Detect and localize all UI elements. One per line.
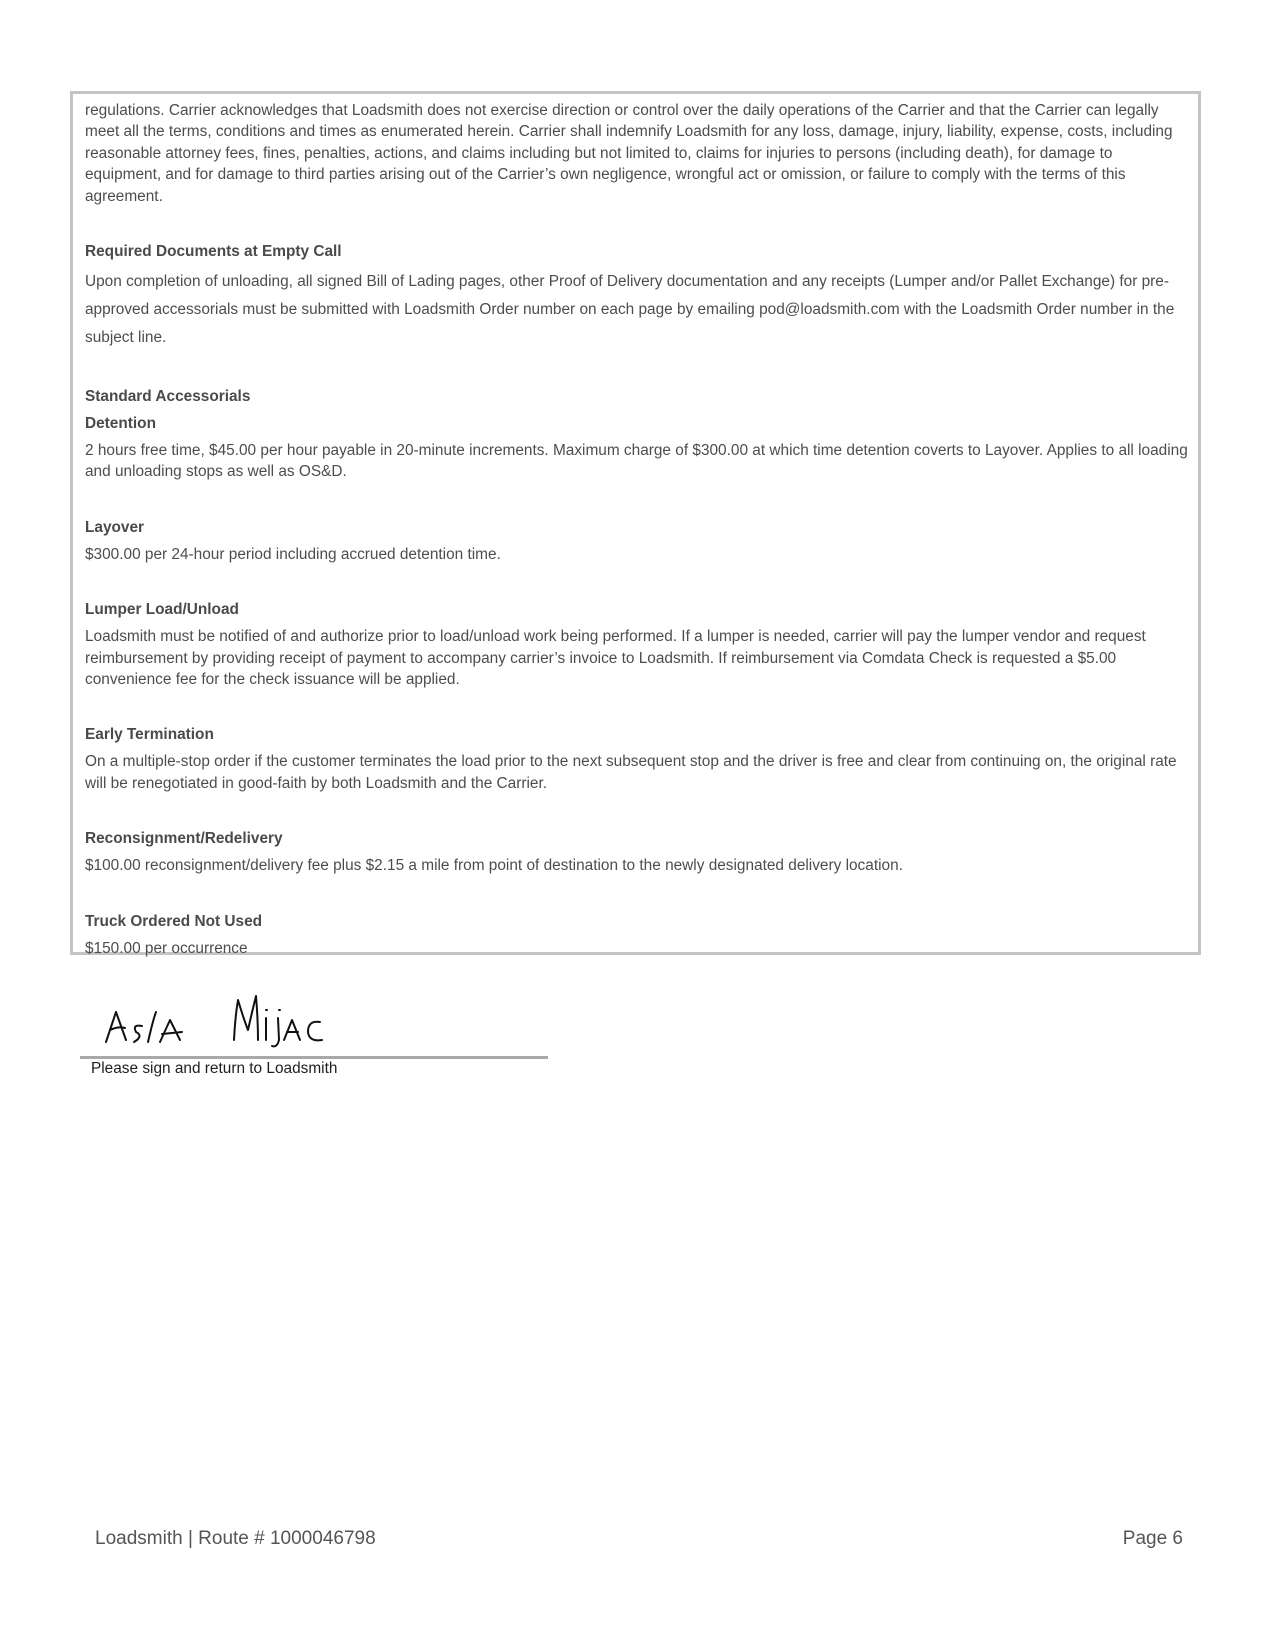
section-heading: Layover <box>85 518 145 536</box>
section-body: Loadsmith must be notified of and authorize prior to load/unload work being performed. If a lumper is needed, carrier will pay the lumper vendor and request reimbursement by providing receipt of payment to accompany carrier’s invoice to Loadsmith. If reimbursement via Comdata Check is requested a $5.00 convenience fee for the check issuance will be applied. <box>85 628 1146 689</box>
intro-paragraph: regulations. Carrier acknowledges that Loadsmith does not exercise direction or control over the daily operations of the Carrier and that the Carrier can legally meet all the terms, conditions and times as enumerated herein. Carrier shall indemnify Loadsmith for any loss, damage, injury, liability, expense, costs, including reasonable attorney fees, fines, penalties, actions, and claims including but not limited to, claims for injuries to persons (including death), for damage to equipment, and for damage to third parties arising out of the Carrier’s own negligence, wrongful act or omission, or failure to comply with the terms of this agreement. <box>85 102 1173 205</box>
section-subheading: Detention <box>85 415 156 433</box>
section-body: $300.00 per 24-hour period including accrued detention time. <box>85 545 501 563</box>
section-heading: Reconsignment/Redelivery <box>85 830 283 848</box>
section-body: 2 hours free time, $45.00 per hour payable in 20-minute increments. Maximum charge of $300.00 at which time detention coverts to Layover. Applies to all loading and unloading stops as well as OS&D. <box>85 442 1188 481</box>
signature-area <box>78 990 548 1090</box>
section-lumper <box>85 599 1188 690</box>
section-heading: Required Documents at Empty Call <box>85 243 342 261</box>
section-standard-accessorials <box>85 386 1188 483</box>
section-body: $150.00 per occurrence <box>85 939 248 957</box>
section-heading: Standard Accessorials <box>85 388 251 406</box>
footer-page-number: Page 6 <box>1122 1528 1183 1549</box>
section-body: $100.00 reconsignment/delivery fee plus $2.15 a mile from point of destination to the newly designated delivery location. <box>85 857 903 875</box>
footer-route: Loadsmith | Route # 1000046798 <box>95 1528 376 1549</box>
section-body: Upon completion of unloading, all signed Bill of Lading pages, other Proof of Delivery documentation and any receipts (Lumper and/or Pallet Exchange) for pre-approved accessorials must be submitted with Loadsmith Order number on each page by emailing pod@loadsmith.com with the Loadsmith Order number in the subject line. <box>85 273 1175 347</box>
section-body: On a multiple-stop order if the customer terminates the load prior to the next subsequent stop and the driver is free and clear from continuing on, the original rate will be renegotiated in good-faith by both Loadsmith and the Carrier. <box>85 753 1177 792</box>
section-early-termination <box>85 724 1188 794</box>
handwritten-signature <box>98 990 358 1056</box>
section-heading: Early Termination <box>85 726 214 744</box>
signature-line <box>80 1056 548 1059</box>
section-heading: Truck Ordered Not Used <box>85 912 263 930</box>
signature-caption: Please sign and return to Loadsmith <box>91 1060 338 1077</box>
section-required-documents <box>85 241 1188 352</box>
section-reconsignment <box>85 828 1188 876</box>
section-truck-not-used <box>85 911 1188 959</box>
section-heading: Lumper Load/Unload <box>85 601 239 619</box>
section-layover <box>85 517 1188 565</box>
terms-box <box>70 91 1201 955</box>
